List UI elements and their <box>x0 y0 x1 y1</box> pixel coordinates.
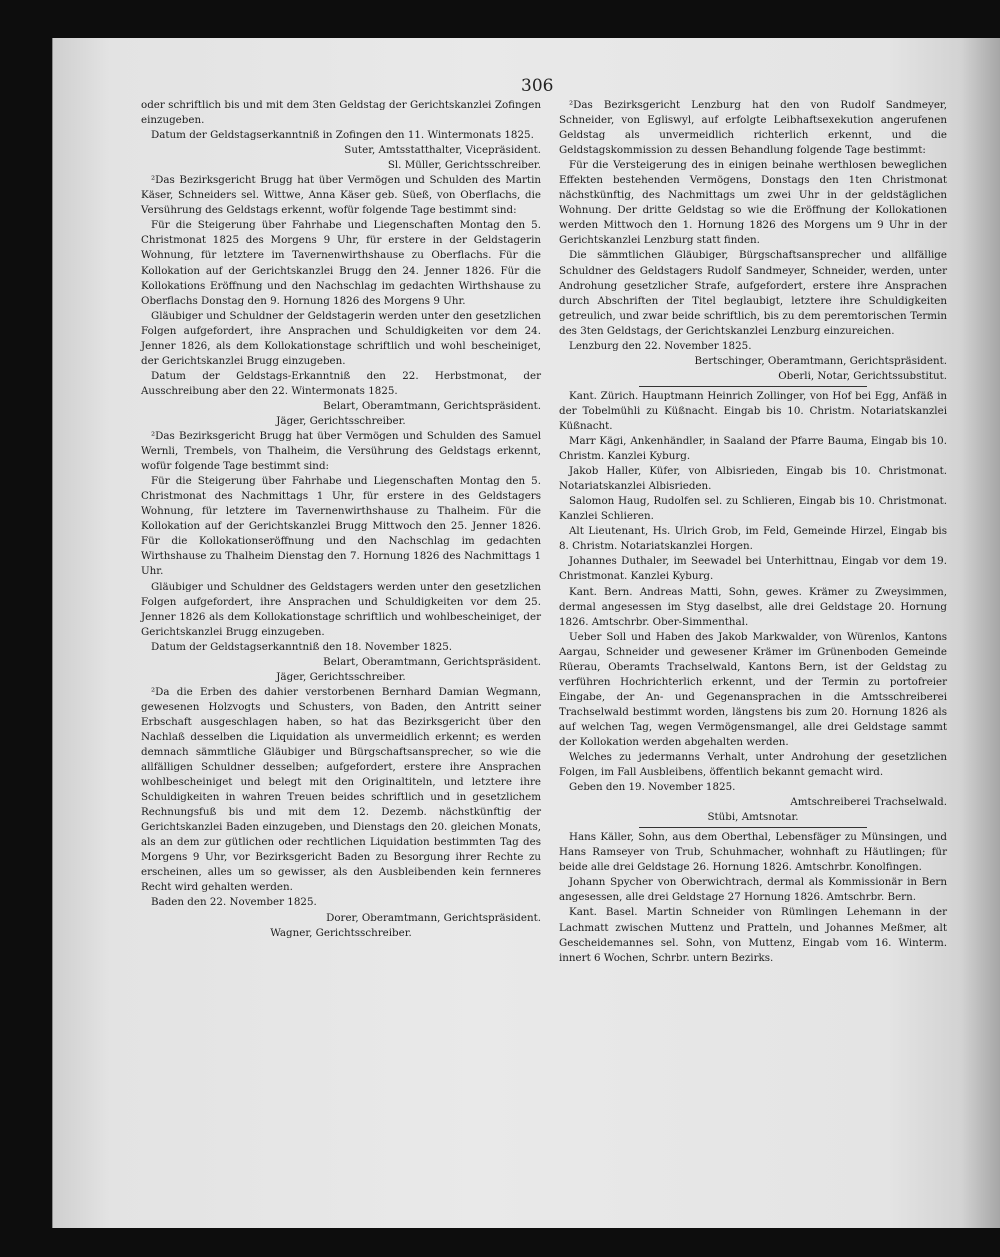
text-paragraph: Ueber Soll und Haben des Jakob Markwalder, von Würenlos, Kantons Aargau, Schneider und gewesener Krämer im Grünenboden Gemeinde Rüerau, Oberamts Trachselwald, Kantons Bern, ist der Geldstag zu verführen Hochrichterlich erkennt, und der Termin zu portofreier Eingabe, der An- und Gegenansprachen in die Amtsschreiberei Trachselwald bestimmt worden, längstens bis zum 20. Hornung 1826 als auf welchen Tag, wegen Vermögensmangel, alle drei Geldstage sammt der Kollokation werden abgehalten werden. <box>559 630 947 748</box>
signature-line: Jäger, Gerichtsschreiber. <box>276 670 406 683</box>
signature-line: Sl. Müller, Gerichtsschreiber. <box>387 159 541 172</box>
text-paragraph: Jakob Haller, Küfer, von Albisrieden, Eingab bis 10. Christmonat. Notariatskanzlei Albisrieden. <box>559 465 947 493</box>
text-paragraph: Lenzburg den 22. November 1825. <box>569 339 752 352</box>
text-paragraph: Für die Steigerung über Fahrhabe und Liegenschaften Montag den 5. Christmonat des Nachmittags 1 Uhr, für erstere in des Geldstagers Wohnung, für letztere im Tavernenwirthshause zu Thalheim. Für die Kollokation auf der Gerichtskanzlei Brugg Mittwoch den 25. Jenner 1826. Für die Kollokationseröffnung und den Nachschlag im gedachten Wirthshause zu Thalheim Dienstag den 7. Hornung 1826 des Nachmittags 1 Uhr. <box>141 475 541 578</box>
signature-line: Belart, Oberamtmann, Gerichtspräsident. <box>323 399 541 412</box>
text-paragraph: Datum der Geldstagserkanntniß den 18. November 1825. <box>151 640 453 653</box>
text-paragraph: Für die Versteigerung des in einigen beinahe werthlosen beweglichen Effekten bestehenden Vermögens, Donstags den 1ten Christmonat nächstkünftig, des Nachmittags um zwei Uhr in der geldstäglichen Wohnung. Der dritte Geldstag so wie die Eröffnung der Kollokationen werden Mittwoch den 1. Hornung 1826 des Morgens um 9 Uhr in der Gerichtskanzlei Lenzburg statt finden. <box>559 159 947 247</box>
section-divider <box>639 827 867 828</box>
text-paragraph: Gläubiger und Schuldner der Geldstagerin werden unter den gesetzlichen Folgen aufgefordert, ihre Ansprachen und Schuldigkeiten vor dem 24. Jenner 1826, als dem Kollokationstage schriftlich und wohl bescheiniget, der Gerichtskanzlei Brugg einzugeben. <box>141 309 541 367</box>
signature-line: Bertschinger, Oberamtmann, Gerichtspräsident. <box>694 354 947 367</box>
text-paragraph: ²Da die Erben des dahier verstorbenen Bernhard Damian Wegmann, gewesenen Holzvogts und Schusters, von Baden, den Antritt seiner Erbschaft ausgeschlagen haben, so hat das Bezirksgericht über den Nachlaß desselben die Liquidation als unvermeidlich erkennt; es werden demnach sämmtliche Gläubiger und Bürgschaftsansprecher, so wie die allfälligen Schuldner desselben; aufgefordert, erstere ihre Ansprachen wohlbescheiniget und belegt mit den Originaltiteln, und letztere ihre Schuldigkeiten in wahren Treuen beides schriftlich und in gesetzlichem Rechnungsfuß bis und mit dem 12. Dezemb. nächstkünftig der Gerichtskanzlei Baden einzugeben, und Dienstags den 20. gleichen Monats, als an dem zur gütlichen oder rechtlichen Liquidation bestimmten Tag des Morgens 9 Uhr, vor Bezirksgericht Baden zu Besorgung ihrer Rechte zu erscheinen, alles um so gewisser, als den Ausbleibenden kein fernneres Recht wird gehalten werden. <box>141 685 541 894</box>
section-divider <box>639 386 867 387</box>
text-paragraph: ²Das Bezirksgericht Lenzburg hat den von Rudolf Sandmeyer, Schneider, von Egliswyl, auf erfolgte Leibhaftsexekution angerufenen Geldstag als unvermeidlich richterlich erkennt, und die Geldstagskommission zu dessen Behandlung folgende Tage bestimmt: <box>559 99 947 157</box>
text-paragraph: Kant. Basel. Martin Schneider von Rümlingen Lehemann in der Lachmatt zwischen Muttenz und Pratteln, und Johannes Meßmer, alt Gescheidemannes sel. Sohn, von Muttenz, Eingab vom 16. Winterm. innert 6 Wochen, Schrbr. untern Bezirks. <box>559 906 947 964</box>
text-paragraph: oder schriftlich bis und mit dem 3ten Geldstag der Gerichtskanzlei Zofingen einzugeben. <box>141 99 541 127</box>
text-paragraph: Salomon Haug, Rudolfen sel. zu Schlieren, Eingab bis 10. Christmonat. Kanzlei Schlieren. <box>559 495 947 523</box>
signature-line: Amtschreiberei Trachselwald. <box>790 796 947 809</box>
page-number: 306 <box>521 76 554 96</box>
newspaper-page <box>52 38 1000 1228</box>
text-paragraph: Hans Käller, Sohn, aus dem Oberthal, Lebensfäger zu Münsingen, und Hans Ramseyer von Trub, Schuhmacher, wohnhaft zu Häutlingen; für beide alle drei Geldstage 26. Hornung 1826. Amtschrbr. Konolfingen. <box>559 831 947 874</box>
text-paragraph: Johann Spycher von Oberwichtrach, dermal als Kommissionär in Bern angesessen, alle drei Geldstage 27 Hornung 1826. Amtschrbr. Bern. <box>559 876 947 904</box>
left-column <box>141 98 541 941</box>
text-paragraph: Alt Lieutenant, Hs. Ulrich Grob, im Feld, Gemeinde Hirzel, Eingab bis 8. Christm. Notariatskanzlei Horgen. <box>559 525 947 553</box>
text-paragraph: ²Das Bezirksgericht Brugg hat über Vermögen und Schulden des Martin Käser, Schneiders sel. Wittwe, Anna Käser geb. Süeß, von Oberflachs, die Versührung des Geldstags erkennt, wofür folgende Tage bestimmt sind: <box>141 174 541 217</box>
text-paragraph: Datum der Geldstags-Erkanntniß den 22. Herbstmonat, der Ausschreibung aber den 22. Wintermonats 1825. <box>141 369 541 397</box>
signature-line: Jäger, Gerichtsschreiber. <box>276 414 406 427</box>
text-paragraph: Gläubiger und Schuldner des Geldstagers werden unter den gesetzlichen Folgen aufgefordert, ihre Ansprachen und Schuldigkeiten vor dem 25. Jenner 1826 als dem Kollokationstage schriftlich und wohlbescheiniget, der Gerichtskanzlei Brugg einzugeben. <box>141 580 541 638</box>
text-paragraph: Kant. Zürich. Hauptmann Heinrich Zollinger, von Hof bei Egg, Anfäß in der Tobelmühli zu Küßnacht. Eingab bis 10. Christm. Notariatskanzlei Küßnacht. <box>559 389 947 432</box>
signature-line: Dorer, Oberamtmann, Gerichtspräsident. <box>326 911 541 924</box>
text-paragraph: Marr Kägi, Ankenhändler, in Saaland der Pfarre Bauma, Eingab bis 10. Christm. Kanzlei Kyburg. <box>559 435 947 463</box>
text-paragraph: Kant. Bern. Andreas Matti, Sohn, gewes. Krämer zu Zweysimmen, dermal angesessen im Styg daselbst, alle drei Geldstage 20. Hornung 1826. Amtschrbr. Ober-Simmenthal. <box>559 585 947 628</box>
text-paragraph: Geben den 19. November 1825. <box>569 781 736 794</box>
text-paragraph: Johannes Duthaler, im Seewadel bei Unterhittnau, Eingab vor dem 19. Christmonat. Kanzlei Kyburg. <box>559 555 947 583</box>
text-paragraph: Baden den 22. November 1825. <box>151 896 317 909</box>
text-paragraph: Die sämmtlichen Gläubiger, Bürgschaftsansprecher und allfällige Schuldner des Geldstagers Rudolf Sandmeyer, Schneider, werden, unter Androhung gesetzlicher Strafe, aufgefordert, erstere ihre Ansprachen durch Abschriften der Titel beglaubigt, letztere ihre Schuldigkeiten getreulich, und zwar beide schriftlich, bis zu dem peremtorischen Termin des 3ten Geldstags, der Gerichtskanzlei Lenzburg einzureichen. <box>559 249 947 337</box>
signature-line: Belart, Oberamtmann, Gerichtspräsident. <box>323 655 541 668</box>
signature-line: Wagner, Gerichtsschreiber. <box>270 926 412 939</box>
signature-line: Oberli, Notar, Gerichtssubstitut. <box>778 369 947 382</box>
text-paragraph: Für die Steigerung über Fahrhabe und Liegenschaften Montag den 5. Christmonat 1825 des Morgens 9 Uhr, für erstere in der Geldstagerin Wohnung, für letztere im Tavernenwirthshause zu Oberflachs. Für die Kollokation auf der Gerichtskanzlei Brugg den 24. Jenner 1826. Für die Kollokations Eröffnung und den Nachschlag im gedachten Wirthshause zu Oberflachs Donstag den 9. Hornung 1826 des Morgens 9 Uhr. <box>141 219 541 307</box>
signature-line: Stübi, Amtsnotar. <box>707 811 799 824</box>
right-column <box>559 98 947 966</box>
signature-line: Suter, Amtsstatthalter, Vicepräsident. <box>344 144 541 157</box>
text-paragraph: Datum der Geldstagserkanntniß in Zofingen den 11. Wintermonats 1825. <box>151 129 534 142</box>
text-paragraph: ²Das Bezirksgericht Brugg hat über Vermögen und Schulden des Samuel Wernli, Trembels, von Thalheim, die Versührung des Geldstags erkennt, wofür folgende Tage bestimmt sind: <box>141 430 541 473</box>
text-paragraph: Welches zu jedermanns Verhalt, unter Androhung der gesetzlichen Folgen, im Fall Ausbleibens, öffentlich bekannt gemacht wird. <box>559 751 947 779</box>
